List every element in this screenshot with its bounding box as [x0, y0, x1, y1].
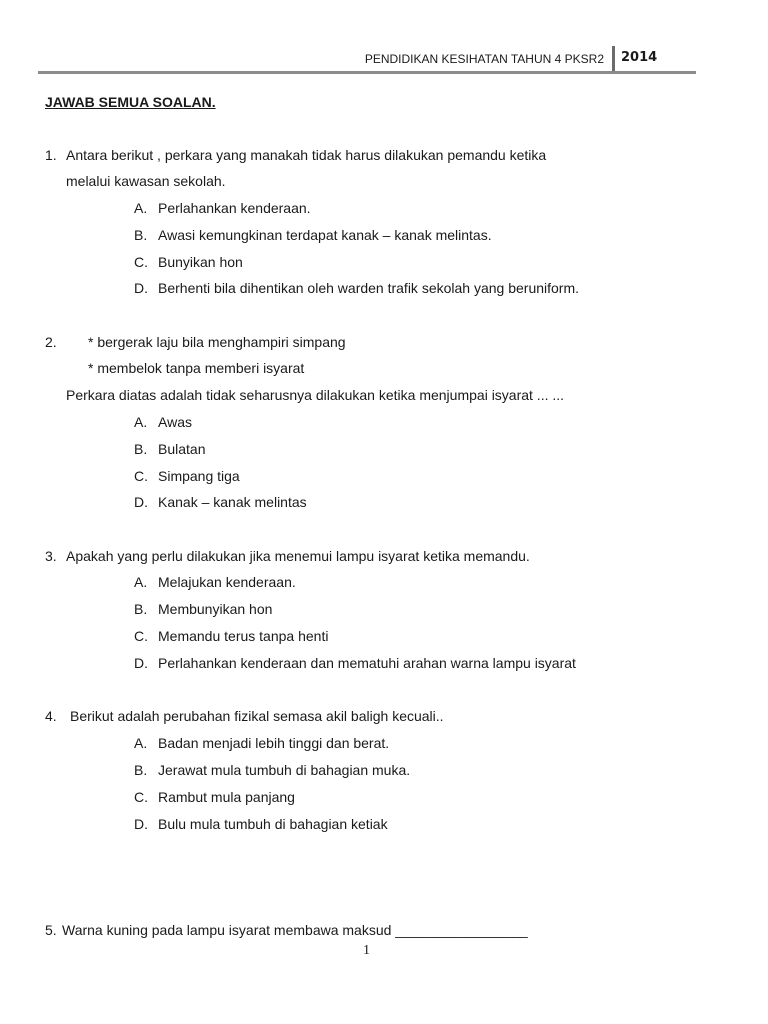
option-letter: C. [134, 254, 148, 270]
option-letter: C. [134, 789, 148, 805]
option-text: Memandu terus tanpa henti [158, 628, 329, 644]
instruction-heading: JAWAB SEMUA SOALAN. [45, 94, 216, 110]
option-text: Kanak – kanak melintas [158, 494, 307, 510]
option-text: Bunyikan hon [158, 254, 243, 270]
option-letter: B. [134, 441, 148, 457]
question-number: 1. [45, 147, 57, 163]
option-text: Bulatan [158, 441, 206, 457]
option-letter: B. [134, 762, 148, 778]
option-text: Badan menjadi lebih tinggi dan berat. [158, 735, 390, 751]
header-title: PENDIDIKAN KESIHATAN TAHUN 4 PKSR2 [364, 52, 604, 66]
question-number: 4. [45, 708, 57, 724]
option-letter: A. [134, 200, 148, 216]
option-text: Awasi kemungkinan terdapat kanak – kanak melintas. [158, 227, 492, 243]
option-letter: D. [134, 655, 148, 671]
option-letter: D. [134, 494, 148, 510]
question-bullet-line: * membelok tanpa memberi isyarat [88, 360, 305, 376]
option-text: Rambut mula panjang [158, 789, 295, 805]
question-text-line: Antara berikut , perkara yang manakah tidak harus dilakukan pemandu ketika [66, 147, 547, 163]
question-text-line: Apakah yang perlu dilakukan jika menemui lampu isyarat ketika memandu. [66, 548, 530, 564]
question-bullet-line: * bergerak laju bila menghampiri simpang [88, 334, 346, 350]
header-year: 2014 [621, 50, 658, 65]
question-number: 2. [45, 334, 57, 350]
option-letter: B. [134, 601, 148, 617]
option-text: Membunyikan hon [158, 601, 273, 617]
header-divider [612, 46, 615, 73]
option-text: Perlahankan kenderaan dan mematuhi arahan warna lampu isyarat [158, 655, 576, 671]
option-text: Simpang tiga [158, 468, 240, 484]
option-text: Jerawat mula tumbuh di bahagian muka. [158, 762, 411, 778]
question-number: 3. [45, 548, 57, 564]
page-number: 1 [363, 943, 370, 958]
option-text: Awas [158, 414, 192, 430]
option-text: Melajukan kenderaan. [158, 574, 296, 590]
option-letter: A. [134, 574, 148, 590]
option-letter: D. [134, 816, 148, 832]
option-text: Berhenti bila dihentikan oleh warden trafik sekolah yang beruniform. [158, 280, 580, 296]
option-text: Bulu mula tumbuh di bahagian ketiak [158, 816, 388, 832]
option-letter: C. [134, 628, 148, 644]
question-number: 5. [45, 922, 57, 938]
option-letter: A. [134, 735, 148, 751]
question-text-line: Warna kuning pada lampu isyarat membawa maksud _________________ [62, 922, 528, 938]
option-letter: B. [134, 227, 148, 243]
question-text-line: melalui kawasan sekolah. [66, 173, 226, 189]
header-rule [38, 71, 696, 74]
question-text-line: Perkara diatas adalah tidak seharusnya dilakukan ketika menjumpai isyarat ... ... [66, 387, 565, 403]
option-text: Perlahankan kenderaan. [158, 200, 311, 216]
option-letter: A. [134, 414, 148, 430]
option-letter: C. [134, 468, 148, 484]
question-text-line: Berikut adalah perubahan fizikal semasa akil baligh kecuali.. [70, 708, 444, 724]
option-letter: D. [134, 280, 148, 296]
